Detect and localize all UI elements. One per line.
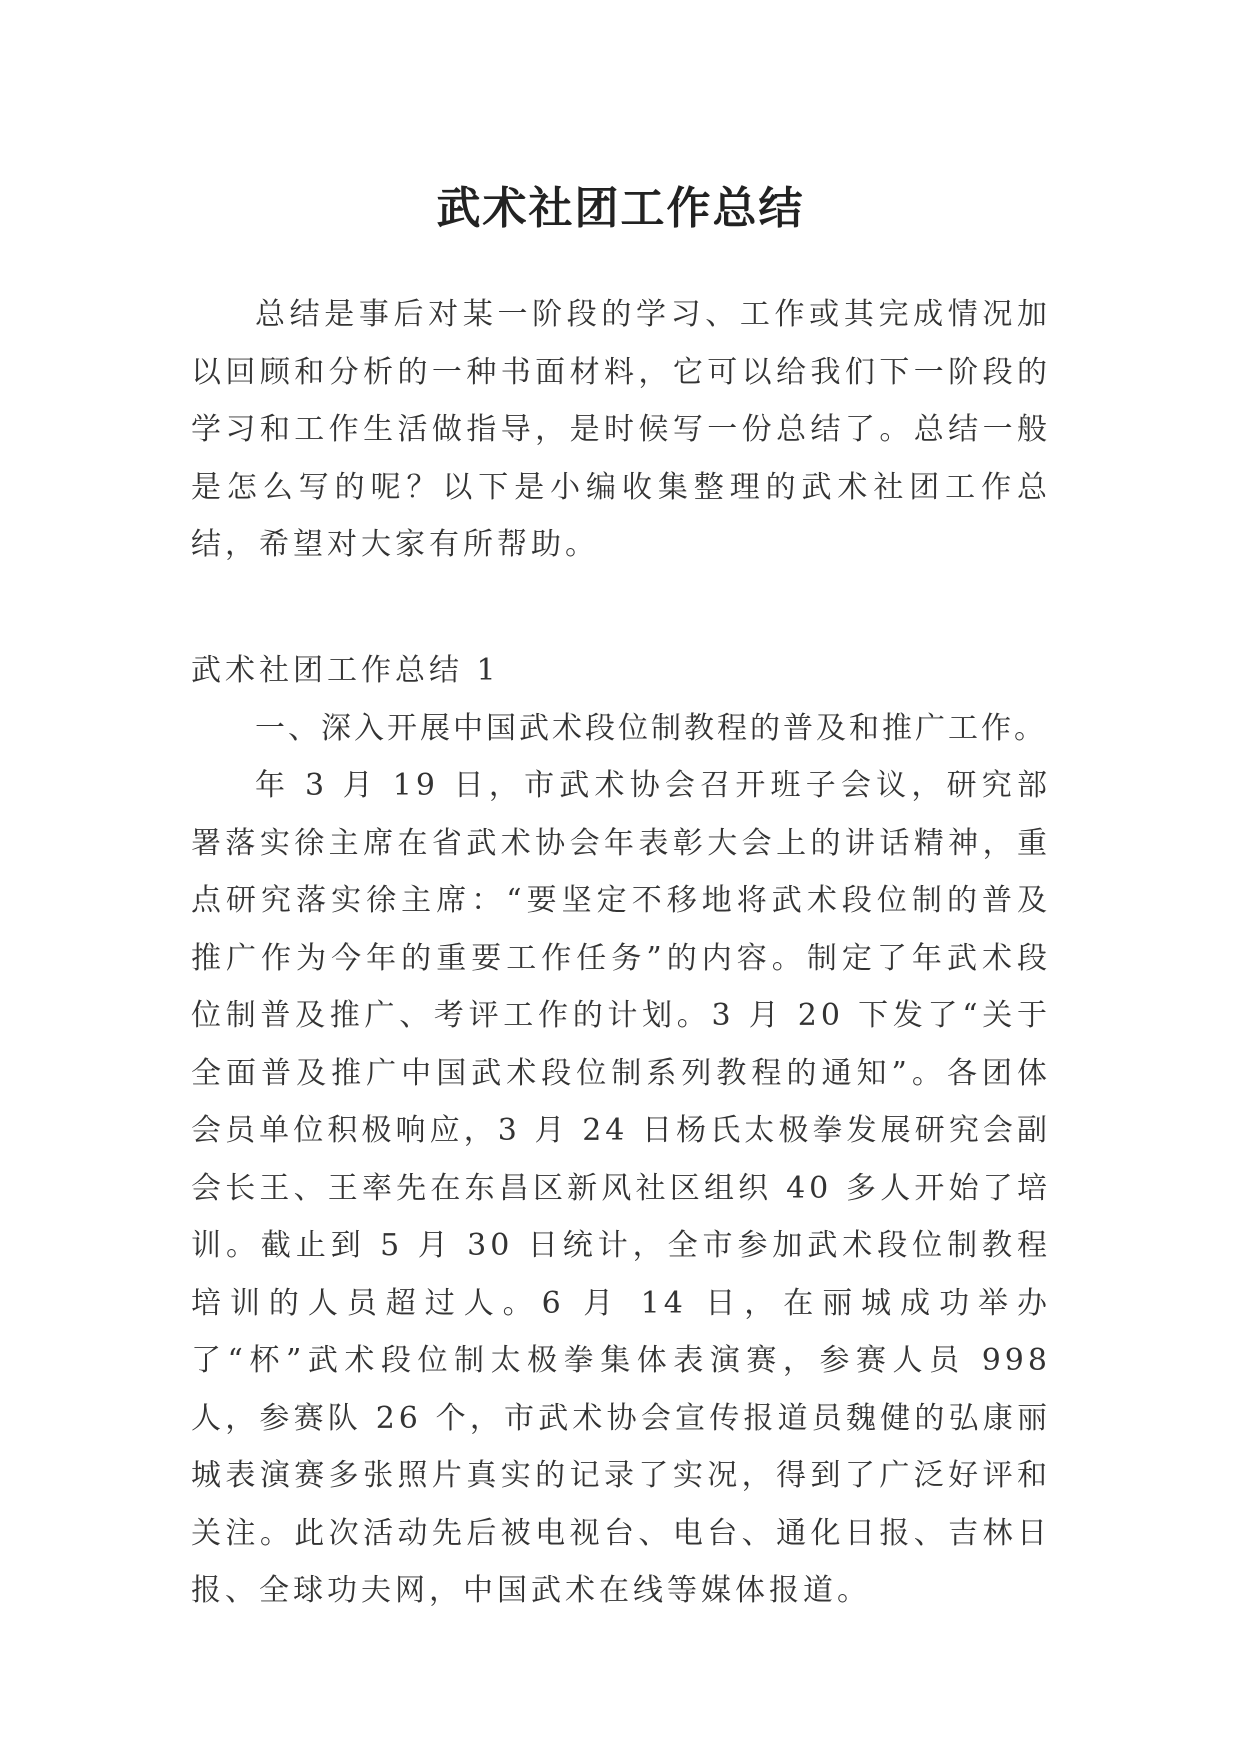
point-body-paragraph: 年 3 月 19 日，市武术协会召开班子会议，研究部署落实徐主席在省武术协会年表彰大会上的讲话精神，重点研究落实徐主席：“要坚定不移地将武术段位制的普及推广作为今年的重要工作任务”的内容。制定了年武术段位制普及推广、考评工作的计划。3 月 20 下发了“关于全面普及推广中国武术段位制系列教程的通知”。各团体会员单位积极响应，3 月 24 日杨氏太极拳发展研究会副会长王、王率先在东昌区新风社区组织 40 多人开始了培训。截止到 5 月 30 日统计，全市参加武术段位制教程培训的人员超过人。6 月 14 日，在丽城成功举办了“杯”武术段位制太极拳集体表演赛，参赛人员 998 人，参赛队 26 个，市武术协会宣传报道员魏健的弘康丽城表演赛多张照片真实的记录了实况，得到了广泛好评和关注。此次活动先后被电视台、电台、通化日报、吉林日报、全球功夫网，中国武术在线等媒体报道。 bbox=[191, 768, 1051, 1608]
document-title: 武术社团工作总结 bbox=[436, 183, 805, 235]
section-heading: 武术社团工作总结 1 bbox=[191, 653, 500, 688]
intro-paragraph: 总结是事后对某一阶段的学习、工作或其完成情况加以回顾和分析的一种书面材料，它可以给我们下一阶段的学习和工作生活做指导，是时候写一份总结了。总结一般是怎么写的呢？以下是小编收集整理的武术社团工作总结，希望对大家有所帮助。 bbox=[191, 297, 1051, 562]
point-heading: 一、深入开展中国武术段位制教程的普及和推广工作。 bbox=[255, 711, 1047, 746]
